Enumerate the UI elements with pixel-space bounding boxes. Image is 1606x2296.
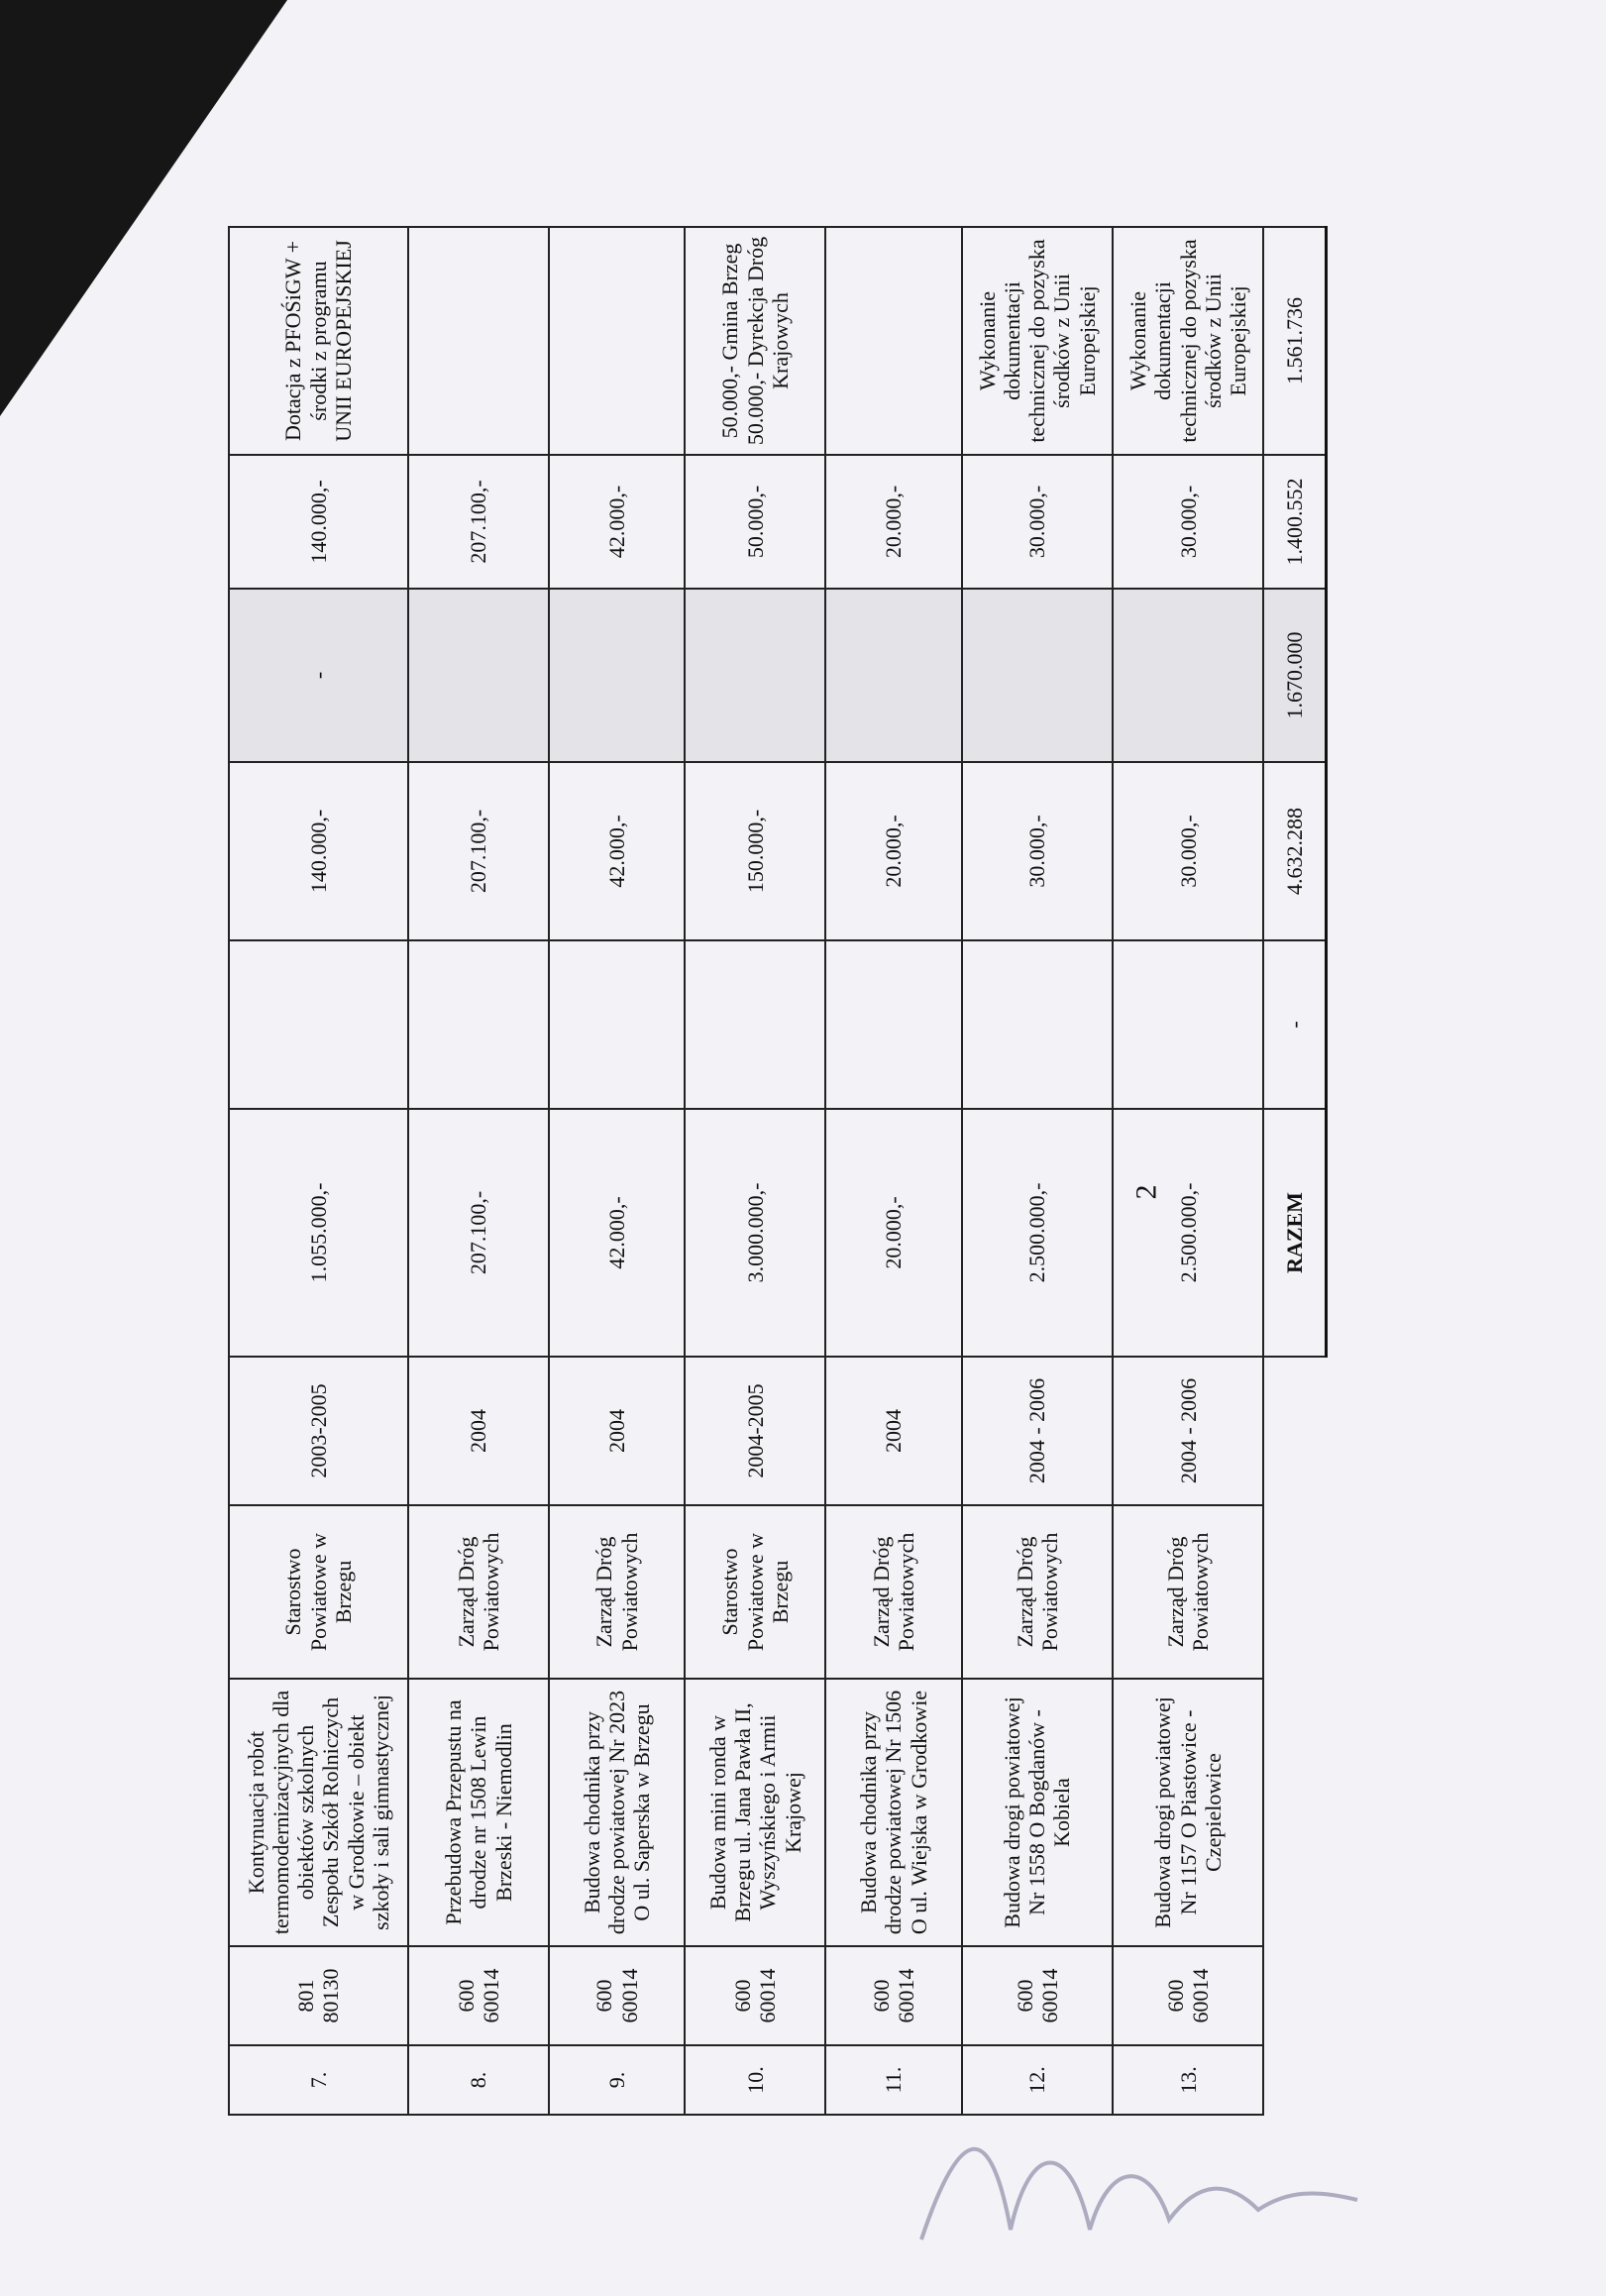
task-name: Budowa mini ronda w Brzegu ul. Jana Pawła II, Wyszyńskiego i Armii Krajowej xyxy=(685,1679,825,1946)
empty-cell xyxy=(1113,940,1263,1109)
own-funds: 207.100,- xyxy=(408,455,549,589)
own-funds: 140.000,- xyxy=(229,455,408,589)
total-value: 2.500.000,- xyxy=(1113,1109,1263,1357)
total-label: RAZEM xyxy=(1263,1109,1326,1357)
unit-name: Zarząd Dróg Powiatowych xyxy=(1113,1505,1263,1679)
credit-value: - xyxy=(229,589,408,762)
credit-value xyxy=(408,589,549,762)
section-code: 600 60014 xyxy=(408,1946,549,2045)
own-funds: 30.000,- xyxy=(962,455,1113,589)
row-number: 12. xyxy=(962,2045,1113,2115)
task-name: Budowa chodnika przy drodze powiatowej Nr 1506 O ul. Wiejska w Grodkowie xyxy=(825,1679,961,1946)
plan-value: 140.000,- xyxy=(229,762,408,940)
unit-name: Zarząd Dróg Powiatowych xyxy=(825,1505,961,1679)
own-funds: 20.000,- xyxy=(825,455,961,589)
task-name: Przebudowa Przepustu na drodze nr 1508 Lewin Brzeski - Niemodlin xyxy=(408,1679,549,1946)
other-funds xyxy=(825,227,961,455)
empty-cell xyxy=(825,940,961,1109)
years: 2004 xyxy=(549,1357,685,1505)
row-number: 8. xyxy=(408,2045,549,2115)
task-name: Budowa drogi powiatowej Nr 1558 O Bogdanów - Kobiela xyxy=(962,1679,1113,1946)
table-row xyxy=(685,227,825,2115)
total-value: 1.055.000,- xyxy=(229,1109,408,1357)
total-value: 20.000,- xyxy=(825,1109,961,1357)
table-row xyxy=(408,227,549,2115)
other-funds: 50.000,- Gmina Brzeg 50.000,- Dyrekcja Dróg Krajowych xyxy=(685,227,825,455)
years: 2004 xyxy=(408,1357,549,1505)
task-name: Kontynuacja robót termomodernizacyjnych dla obiektów szkolnych Zespołu Szkół Rolniczych w Grodkowie – obiekt szkoły i sali gimnastycznej xyxy=(229,1679,408,1946)
credit-value xyxy=(1113,589,1263,762)
section-code: 801 80130 xyxy=(229,1946,408,2045)
table-row xyxy=(962,227,1113,2115)
unit-name: Starostwo Powiatowe w Brzegu xyxy=(685,1505,825,1679)
total-value: 207.100,- xyxy=(408,1109,549,1357)
total-plan: 4.632.288 xyxy=(1263,762,1326,940)
row-number: 9. xyxy=(549,2045,685,2115)
own-funds: 50.000,- xyxy=(685,455,825,589)
other-funds: Dotacja z PFOŚiGW + środki z programu UNII EUROPEJSKIEJ xyxy=(229,227,408,455)
table-row xyxy=(549,227,685,2115)
years: 2004 xyxy=(825,1357,961,1505)
plan-value: 30.000,- xyxy=(962,762,1113,940)
own-funds: 30.000,- xyxy=(1113,455,1263,589)
credit-value xyxy=(962,589,1113,762)
plan-value: 207.100,- xyxy=(408,762,549,940)
years: 2004-2005 xyxy=(685,1357,825,1505)
table-row xyxy=(825,227,961,2115)
own-funds: 42.000,- xyxy=(549,455,685,589)
empty-cell xyxy=(229,940,408,1109)
empty-cell xyxy=(1263,1357,1326,2115)
plan-value: 42.000,- xyxy=(549,762,685,940)
unit-name: Starostwo Powiatowe w Brzegu xyxy=(229,1505,408,1679)
credit-value xyxy=(685,589,825,762)
total-other-funds: 1.561.736 xyxy=(1263,227,1326,455)
row-number: 11. xyxy=(825,2045,961,2115)
total-credit: 1.670.000 xyxy=(1263,589,1326,762)
investment-table xyxy=(228,226,1328,2116)
total-value: 3.000.000,- xyxy=(685,1109,825,1357)
years: 2003-2005 xyxy=(229,1357,408,1505)
row-number: 10. xyxy=(685,2045,825,2115)
total-row xyxy=(1263,227,1326,2115)
other-funds: Wykonanie dokumentacji technicznej do pozyska środków z Unii Europejskiej xyxy=(1113,227,1263,455)
credit-value xyxy=(549,589,685,762)
other-funds xyxy=(408,227,549,455)
section-code: 600 60014 xyxy=(685,1946,825,2045)
empty-cell xyxy=(685,940,825,1109)
empty-cell xyxy=(408,940,549,1109)
row-number: 13. xyxy=(1113,2045,1263,2115)
section-code: 600 60014 xyxy=(962,1946,1113,2045)
unit-name: Zarząd Dróg Powiatowych xyxy=(549,1505,685,1679)
section-code: 600 60014 xyxy=(1113,1946,1263,2045)
task-name: Budowa chodnika przy drodze powiatowej Nr 2023 O ul. Saperska w Brzegu xyxy=(549,1679,685,1946)
section-code: 600 60014 xyxy=(825,1946,961,2045)
plan-value: 30.000,- xyxy=(1113,762,1263,940)
total-value: 42.000,- xyxy=(549,1109,685,1357)
plan-value: 150.000,- xyxy=(685,762,825,940)
section-code: 600 60014 xyxy=(549,1946,685,2045)
years: 2004 - 2006 xyxy=(962,1357,1113,1505)
page-number: 2 xyxy=(1129,1184,1163,1200)
total-dash: - xyxy=(1263,940,1326,1109)
other-funds xyxy=(549,227,685,455)
rotated-table-container xyxy=(228,228,1328,2116)
credit-value xyxy=(825,589,961,762)
unit-name: Zarząd Dróg Powiatowych xyxy=(962,1505,1113,1679)
row-number: 7. xyxy=(229,2045,408,2115)
task-name: Budowa drogi powiatowej Nr 1157 O Piastowice - Czepielowice xyxy=(1113,1679,1263,1946)
signature-stamp xyxy=(902,2081,1377,2279)
empty-cell xyxy=(549,940,685,1109)
total-own-funds: 1.400.552 xyxy=(1263,455,1326,589)
plan-value: 20.000,- xyxy=(825,762,961,940)
table-row xyxy=(229,227,408,2115)
unit-name: Zarząd Dróg Powiatowych xyxy=(408,1505,549,1679)
table-row xyxy=(1113,227,1263,2115)
years: 2004 - 2006 xyxy=(1113,1357,1263,1505)
total-value: 2.500.000,- xyxy=(962,1109,1113,1357)
empty-cell xyxy=(962,940,1113,1109)
other-funds: Wykonanie dokumentacji technicznej do pozyska środków z Unii Europejskiej xyxy=(962,227,1113,455)
